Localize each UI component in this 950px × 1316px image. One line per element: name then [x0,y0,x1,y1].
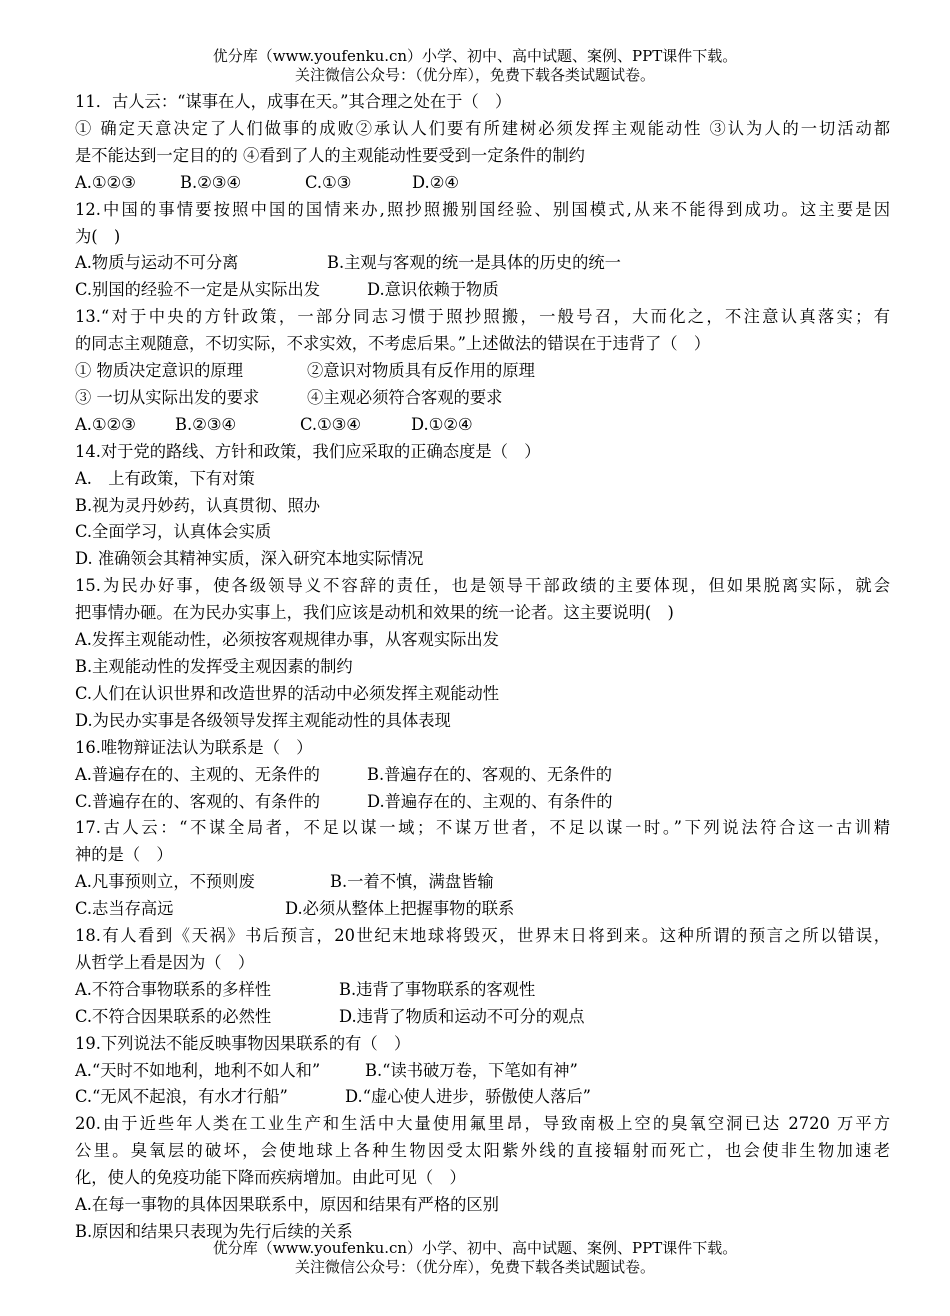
q18-stem-line-1: 18.有人看到《天祸》书后预言，20世纪末地球将毁灭，世界末日将到来。这种所谓的预言之所以错误， [75,926,890,946]
q18-option-a: A.不符合事物联系的多样性 [75,979,272,999]
q19-option-d: D.“虚心使人进步，骄傲使人落后” [345,1087,591,1107]
q18-option-c: C.不符合因果联系的必然性 [75,1006,272,1026]
q12-options-row-2 [75,277,890,304]
q18-option-d: D.违背了物质和运动不可分的观点 [339,1006,585,1026]
q16-option-d: D.普遍存在的、主观的、有条件的 [367,791,613,811]
q11-option-b: B.②③④ [180,172,241,192]
q17-option-c: C.志当存高远 [75,899,174,919]
q17-option-a: A.凡事预则立，不预则废 [75,872,255,892]
q14-option-a: A. 上有政策，下有对策 [75,468,255,488]
q13-statements-row-2 [75,385,890,412]
q19-options-row-2 [75,1084,890,1111]
q14-stem: 14.对于党的路线、方针和政策，我们应采取的正确态度是（ ） [75,441,541,461]
q18-options-row-2 [75,1004,890,1031]
q17-option-d: D.必须从整体上把握事物的联系 [285,899,515,919]
q13-option-a: A.①②③ [75,414,136,434]
q11-option-c: C.①③ [305,172,352,192]
q13-statement-2: ②意识对物质具有反作用的原理 [307,361,535,381]
q16-options-row-1 [75,762,890,789]
header-line-2: 关注微信公众号：（优分库），免费下载各类试题试卷。 [294,66,655,84]
q17-stem-line-2: 神的是（ ） [75,845,173,865]
q17-stem-line-1: 17.古人云：“不谋全局者，不足以谋一域；不谋万世者，不足以谋一时。”下列说法符合这一古训精 [75,818,890,838]
q19-options-row-1 [75,1058,890,1085]
q13-option-c: C.①③④ [300,414,361,434]
q15-option-d: D.为民办实事是各级领导发挥主观能动性的具体表现 [75,710,451,730]
q19-option-b: B.“读书破万卷，下笔如有神” [365,1060,578,1080]
q16-option-a: A.普遍存在的、主观的、无条件的 [75,764,320,784]
q13-option-d: D.①②④ [411,414,473,434]
q15-option-a: A.发挥主观能动性，必须按客观规律办事，从客观实际出发 [75,630,499,650]
q13-stem-line-2: 的同志主观随意，不切实际，不求实效，不考虑后果。”上述做法的错误在于违背了（ ） [75,334,711,354]
q12-option-a: A.物质与运动不可分离 [75,253,239,273]
q13-statement-4: ④主观必须符合客观的要求 [307,387,503,407]
q13-statements-row-1 [75,358,890,385]
page-header [0,47,950,85]
q16-stem: 16.唯物辩证法认为联系是（ ） [75,737,313,757]
q13-statement-3: ③ 一切从实际出发的要求 [75,387,260,407]
q18-option-b: B.违背了事物联系的客观性 [339,979,536,999]
q12-stem-line-1: 12.中国的事情要按照中国的国情来办,照抄照搬别国经验、别国模式,从来不能得到成功。这主要是因 [75,199,890,219]
header-line-1: 优分库（www.youfenku.cn）小学、初中、高中试题、案例、PPT课件下载。 [212,47,738,65]
q11-options [75,170,890,197]
q15-stem-line-2: 把事情办砸。在为民办实事上，我们应该是动机和效果的统一论者。这主要说明( ) [75,603,674,623]
q16-option-b: B.普遍存在的、客观的、无条件的 [367,764,613,784]
q20-stem-line-2: 公里。臭氧层的破坏，会使地球上各种生物因受太阳紫外线的直接辐射而死亡，也会使非生物加速老 [75,1141,890,1161]
q14-option-b: B.视为灵丹妙药，认真贯彻、照办 [75,495,321,515]
q19-option-c: C.“无风不起浪，有水才行船” [75,1087,288,1107]
q16-option-c: C.普遍存在的、客观的、有条件的 [75,791,320,811]
q20-stem-line-1: 20.由于近些年人类在工业生产和生活中大量使用氟里昂，导致南极上空的臭氧空洞已达 2720 万平方 [75,1114,890,1134]
q15-option-c: C.人们在认识世界和改造世界的活动中必须发挥主观能动性 [75,683,500,703]
q15-option-b: B.主观能动性的发挥受主观因素的制约 [75,656,353,676]
q17-options-row-1 [75,869,890,896]
q16-options-row-2 [75,789,890,816]
q13-options [75,412,890,439]
q19-option-a: A.“天时不如地利，地利不如人和” [75,1060,321,1080]
footer-line-1: 优分库（www.youfenku.cn）小学、初中、高中试题、案例、PPT课件下载。 [212,1239,738,1257]
q20-stem-line-3: 化，使人的免疫功能下降而疾病增加。由此可见（ ） [75,1168,466,1188]
q17-option-b: B.一着不慎，满盘皆输 [330,872,494,892]
q20-option-a: A.在每一事物的具体因果联系中，原因和结果有严格的区别 [75,1195,499,1215]
q17-options-row-2 [75,896,890,923]
q13-statement-1: ① 物质决定意识的原理 [75,361,243,381]
q13-stem-line-1: 13.“对于中央的方针政策，一部分同志习惯于照抄照搬，一般号召，大而化之，不注意认真落实；有 [75,307,890,327]
q12-option-c: C.别国的经验不一定是从实际出发 [75,280,320,300]
q12-option-d: D.意识依赖于物质 [367,280,499,300]
footer-line-2: 关注微信公众号：（优分库），免费下载各类试题试卷。 [294,1258,655,1276]
q11-statements-line-2: 是不能达到一定目的的 ④看到了人的主观能动性要受到一定条件的制约 [75,145,585,165]
q18-options-row-1 [75,977,890,1004]
page-footer [0,1239,950,1277]
question-list [75,89,890,1246]
q11-stem: 11．古人云：“谋事在人，成事在天。”其合理之处在于（ ） [75,92,512,111]
q19-stem: 19.下列说法不能反映事物因果联系的有（ ） [75,1033,411,1053]
q14-option-c: C.全面学习，认真体会实质 [75,522,272,542]
q11-option-a: A.①②③ [75,172,136,192]
q11-option-d: D.②④ [412,172,459,192]
q12-options-row-1 [75,250,890,277]
q12-option-b: B.主观与客观的统一是具体的历史的统一 [327,253,621,273]
q13-option-b: B.②③④ [175,414,236,434]
q11-statements-line-1: ① 确定天意决定了人们做事的成败②承认人们要有所建树必须发挥主观能动性 ③认为人的一切活动都 [75,118,890,138]
q20-option-b: B.原因和结果只表现为先行后续的关系 [75,1221,353,1241]
q18-stem-line-2: 从哲学上看是因为（ ） [75,952,255,972]
q14-option-d: D. 准确领会其精神实质，深入研究本地实际情况 [75,549,424,569]
q12-stem-line-2: 为( ) [75,226,121,246]
q15-stem-line-1: 15.为民办好事，使各级领导义不容辞的责任，也是领导干部政绩的主要体现，但如果脱离实际，就会 [75,576,890,596]
